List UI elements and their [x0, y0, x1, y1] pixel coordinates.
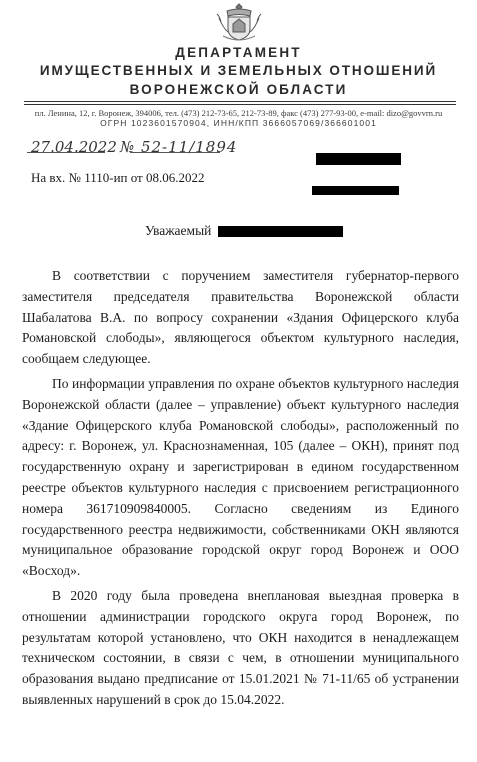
- redacted-recipient-name: [316, 153, 401, 165]
- salutation: [145, 223, 211, 239]
- paragraph-text: По информации управления по охране объектов культурного наследия Воронежской области (далее – управление) объект культурного наследия «Здание Офицерского клуба Романовской слободы», расположенный по адресу: г. Воронеж, ул. Краснознаменная, 105 (далее – ОКН), принят под государственную охрану и зарегистрирован в едином государственном реестре объектов культурного наследия с присвоением регистрационного номера 361710909840005. Согласно сведениям из Единого государственного реестра недвижимости, собственниками ОКН являются муниципальное образование городской округ город Воронеж и ООО «Восход».: [22, 376, 459, 579]
- body-paragraph-2: [22, 374, 459, 582]
- coat-of-arms-icon: [213, 2, 265, 42]
- header-divider-second: [24, 104, 456, 105]
- contact-details: пл. Ленина, 12, г. Воронеж, 394006, тел. (473) 212-73-65, 212-73-89, факс (473) 277-93-00, e-mail: dizo@govvrn.ru: [34, 108, 443, 118]
- paragraph-text: В соответствии с поручением заместителя губернатор-первого заместителя председателя правительства Воронежской области Шабалатова В.А. по вопросу сохранении «Здания Офицерского клуба Романовской слободы», являющегося объектом культурного наследия, сообщаем следующее.: [22, 268, 459, 367]
- body-paragraph-1: [22, 266, 459, 370]
- ogrn-line: ОГРН 1023601570904, ИНН/КПП 3666057069/366601001: [100, 118, 377, 128]
- redacted-salutation-name: [218, 226, 343, 237]
- department-subtitle: ИМУЩЕСТВЕННЫХ И ЗЕМЕЛЬНЫХ ОТНОШЕНИЙ: [39, 63, 438, 78]
- outgoing-number: № 52-11/1894: [120, 138, 238, 156]
- incoming-reference: На вх. № 1110-ип от 08.06.2022: [31, 170, 205, 185]
- salutation-word: Уважаемый: [145, 223, 212, 238]
- department-region: ВОРОНЕЖСКОЙ ОБЛАСТИ: [129, 82, 348, 97]
- outgoing-date: 27.04.2022: [31, 138, 117, 156]
- paragraph-text: В 2020 году была проведена внеплановая выездная проверка в отношении администрации городского округа город Воронеж, по результатам которой установлено, что ОКН находится в ненадлежащем техническом состоянии, в связи с чем, в отношении муниципального образования выдано предписание от 15.01.2021 № 71-11/65 об устранении выявленных нарушений в срок до 15.04.2022.: [22, 588, 459, 707]
- number-underline: [130, 152, 220, 153]
- header-divider: [24, 101, 456, 102]
- redacted-recipient-email: [312, 186, 399, 195]
- department-title: ДЕПАРТАМЕНТ: [175, 45, 302, 60]
- body-paragraph-3: [22, 586, 459, 711]
- date-underline: [27, 152, 105, 153]
